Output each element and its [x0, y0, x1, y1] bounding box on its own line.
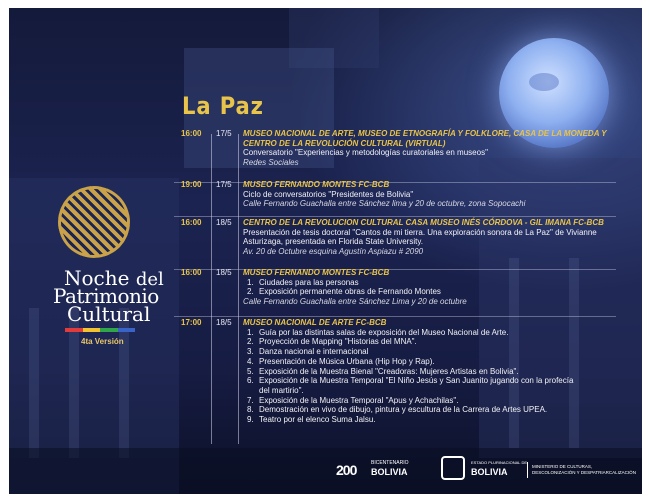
- list-item: 8. Demostración en vivo de dibujo, pintura y escultura de la Carrera de Artes UPEA.: [247, 405, 548, 415]
- event-venue: MUSEO FERNANDO MONTES FC-BCB: [243, 268, 390, 277]
- list-item: 2. Proyección de Mapping "Historias del MNA".: [247, 337, 417, 347]
- event-address: Av. 20 de Octubre esquina Agustín Aspiazu # 2090: [243, 247, 424, 257]
- event-time: 19:00: [181, 180, 202, 189]
- event-date: 18/5: [216, 318, 232, 327]
- list-item: 1. Guía por las distintas salas de exposición del Museo Nacional de Arte.: [247, 327, 509, 337]
- logo-title-line1: Noche del: [64, 266, 164, 290]
- logo-color-bar: [65, 328, 135, 332]
- row-divider: [174, 216, 616, 217]
- event-description: Conversatorio "Experiencias y metodologías curatoriales en museos": [243, 148, 488, 158]
- list-item: 7. Exposición de la Muestra Temporal "Apus y Achachilas".: [247, 395, 459, 405]
- event-venue: MUSEO FERNANDO MONTES FC-BCB: [243, 180, 390, 189]
- row-divider: [174, 316, 616, 317]
- event-venue: MUSEO NACIONAL DE ARTE, MUSEO DE ETNOGRAFÍA Y FOLKLORE, CASA DE LA MONEDA Y CENTRO DE LA REVOLUCIÓN CULTURAL (VIRTUAL): [243, 129, 607, 148]
- logo-title-line2: Patrimonio: [53, 284, 159, 308]
- logo-emblem: [58, 186, 130, 258]
- event-date: 17/5: [216, 180, 232, 189]
- event-venue: MUSEO NACIONAL DE ARTE FC-BCB: [243, 318, 387, 327]
- event-date: 18/5: [216, 218, 232, 227]
- event-date: 17/5: [216, 129, 232, 138]
- event-address: Calle Fernando Guachalla entre Sánchez lima y 20 de octubre, zona Sopocachi: [243, 199, 526, 209]
- coat-of-arms-icon: [441, 456, 465, 480]
- list-item: 4. Presentación de Música Urbana (Hip Hop y Rap).: [247, 356, 435, 366]
- bicentenario-label: BICENTENARIO: [371, 460, 409, 466]
- list-item: 9. Teatro por el elenco Suma Jalsu.: [247, 415, 376, 425]
- event-description: Ciclo de conversatorios "Presidentes de Bolivia": [243, 189, 414, 199]
- city-title: La Paz: [182, 92, 264, 120]
- list-item: 5. Exposición de la Muestra Bienal "Creadoras: Mujeres Artistas en Bolivia".: [247, 366, 519, 376]
- list-item: 1. Ciudades para las personas: [247, 277, 359, 287]
- footer-logos: [9, 456, 642, 484]
- event-time: 17:00: [181, 318, 202, 327]
- event-venue: CENTRO DE LA REVOLUCION CULTURAL CASA MUSEO INÉS CÓRDOVA - GIL IMANA FC-BCB: [243, 218, 604, 227]
- event-address: Calle Fernando Guachalla entre Sánchez Lima y 20 de octubre: [243, 297, 467, 307]
- event-details: [243, 129, 616, 168]
- column-divider: [238, 134, 239, 444]
- state-label: ESTADO PLURINACIONAL DE: [471, 460, 528, 465]
- event-description: Presentación de tesis doctoral "Cantos de mi tierra. Una exploración sonora de La Paz" de Vivianne Asturizaga, presentada en Florida State University.: [243, 227, 597, 247]
- column-decoration: [29, 308, 39, 458]
- column-divider: [211, 134, 212, 444]
- event-details: [243, 318, 616, 425]
- event-poster: [9, 8, 642, 494]
- event-address: Redes Sociales: [243, 158, 299, 168]
- bicentenario-bolivia: BOLIVIA: [371, 467, 408, 477]
- version-label: 4ta Versión: [81, 337, 124, 346]
- event-details: [243, 180, 616, 209]
- event-details: [243, 218, 616, 257]
- ministry-line1: MINISTERIO DE CULTURAS,: [532, 464, 593, 469]
- ministry-line2: DESCOLONIZACIÓN Y DESPATRIARCALIZACIÓN: [532, 470, 636, 475]
- event-time: 16:00: [181, 129, 202, 138]
- logo-title-line3: Cultural: [67, 302, 151, 326]
- list-item: 6. Exposición de la Muestra Temporal "El Niño Jesús y San Juanito jugando con la profecía: [247, 376, 574, 386]
- event-time: 16:00: [181, 268, 202, 277]
- bicentenario-number: 200: [336, 462, 357, 478]
- list-item: 3. Danza nacional e internacional: [247, 347, 369, 357]
- list-item: 2. Exposición permanente obras de Fernando Montes: [247, 287, 441, 297]
- event-details: [243, 268, 616, 307]
- event-time: 16:00: [181, 218, 202, 227]
- state-bolivia: BOLIVIA: [471, 467, 508, 477]
- list-item-continuation: del martirio".: [259, 385, 304, 395]
- event-date: 18/5: [216, 268, 232, 277]
- footer-divider: [527, 462, 528, 478]
